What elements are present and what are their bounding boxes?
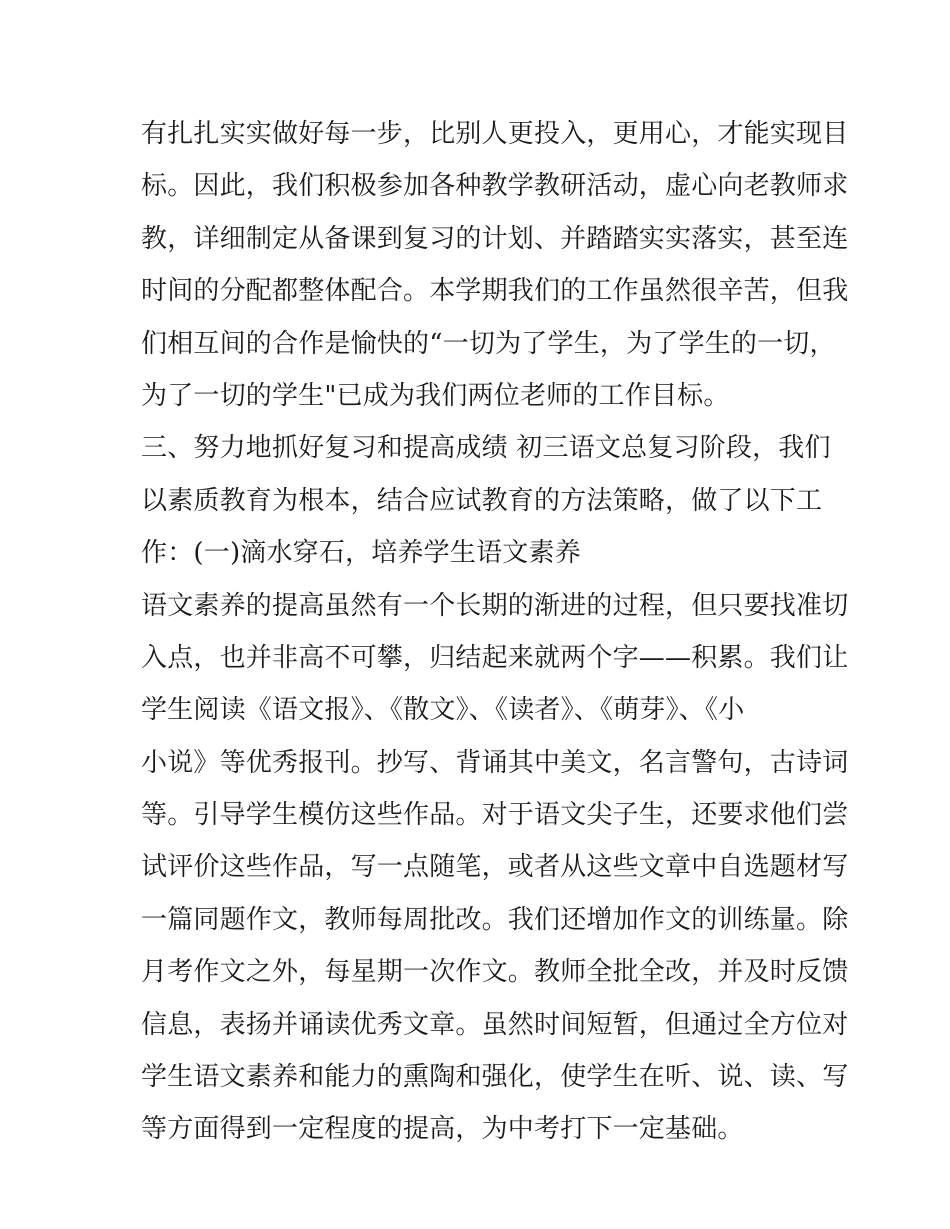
text-line: 学生阅读《语文报》、《散文》、《读者》、《萌芽》、《小 <box>141 695 745 726</box>
text-line: 们相互间的合作是愉快的“一切为了学生，为了学生的一切， <box>141 328 836 359</box>
text-line: 以素质教育为根本，结合应试教育的方法策略，做了以下工 <box>141 485 823 516</box>
text-line: 一篇同题作文，教师每周批改。我们还增加作文的训练量。除 <box>141 904 849 935</box>
text-line: 教，详细制定从备课到复习的计划、并踏踏实实落实，甚至连 <box>141 223 849 254</box>
text-line: 信息，表扬并诵读优秀文章。虽然时间短暂，但通过全方位对 <box>141 1009 849 1040</box>
section-heading-line: 三、努力地抓好复习和提高成绩 初三语文总复习阶段，我们 <box>141 433 831 464</box>
text-line: 为了一切的学生"已成为我们两位老师的工作目标。 <box>141 380 730 411</box>
text-line: 月考作文之外，每星期一次作文。教师全批全改，并及时反馈 <box>141 957 849 988</box>
text-line: 学生语文素养和能力的熏陶和强化，使学生在听、说、读、写 <box>141 1062 849 1093</box>
text-line: 等。引导学生模仿这些作品。对于语文尖子生，还要求他们尝 <box>141 800 849 831</box>
text-line: 入点，也并非高不可攀，归结起来就两个字——积累。我们让 <box>141 642 849 673</box>
text-line: 等方面得到一定程度的提高，为中考打下一定基础。 <box>141 1114 744 1145</box>
text-line: 标。因此，我们积极参加各种教学教研活动，虚心向老教师求 <box>141 171 849 202</box>
text-line: 语文素养的提高虽然有一个长期的渐进的过程，但只要找准切 <box>141 590 849 621</box>
text-line: 小说》等优秀报刊。抄写、背诵其中美文，名言警句，古诗词 <box>141 747 849 778</box>
subsection-heading-line: 作：(一)滴水穿石，培养学生语文素养 <box>141 538 581 569</box>
text-line: 时间的分配都整体配合。本学期我们的工作虽然很辛苦，但我 <box>141 276 849 307</box>
text-line: 试评价这些作品，写一点随笔，或者从这些文章中自选题材写 <box>141 852 849 883</box>
text-line: 有扎扎实实做好每一步，比别人更投入，更用心，才能实现目 <box>141 119 849 149</box>
body-text <box>141 108 849 1156</box>
